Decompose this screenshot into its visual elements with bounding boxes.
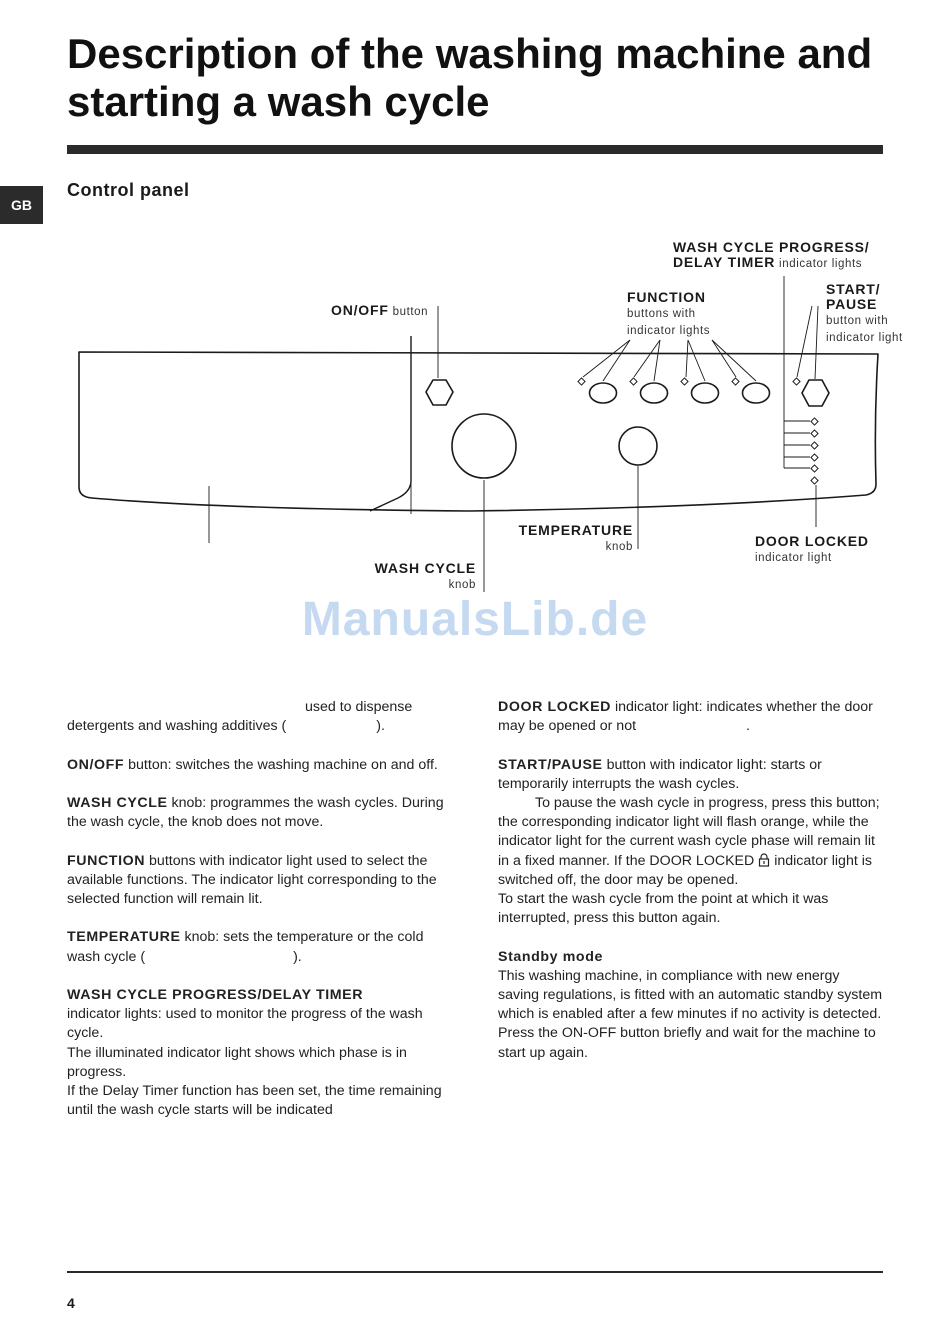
function-light-2 bbox=[630, 378, 637, 385]
leader-function-2a bbox=[634, 340, 660, 377]
leader-function-3b bbox=[688, 340, 705, 381]
control-panel-diagram bbox=[0, 0, 950, 600]
drawer-description: used to dispense detergents and washing additives ( ). bbox=[67, 699, 413, 735]
leader-function-3a bbox=[686, 340, 688, 377]
left-column bbox=[67, 698, 452, 1140]
progress-light-4 bbox=[811, 454, 818, 461]
onoff-description: ON/OFF button: switches the washing machine on and off. bbox=[67, 756, 438, 773]
door-locked-description: DOOR LOCKED indicator light: indicates whether the door may be opened or not . bbox=[498, 699, 873, 735]
start-pause-light bbox=[793, 378, 800, 385]
leader-start-light bbox=[797, 306, 812, 377]
wash-cycle-knob-shape bbox=[452, 414, 516, 478]
leader-function-1a bbox=[583, 340, 630, 377]
temperature-knob-shape bbox=[619, 427, 657, 465]
callout-wash-cycle: WASH CYCLE knob bbox=[374, 560, 476, 591]
progress-light-1 bbox=[811, 418, 818, 425]
leader-function-4b bbox=[712, 340, 756, 381]
temperature-description: TEMPERATURE knob: sets the temperature or the cold wash cycle ( ). bbox=[67, 929, 424, 965]
onoff-button-shape bbox=[426, 380, 453, 405]
function-description: FUNCTION buttons with indicator light used to select the available functions. The indicator light corresponding to the selected function will remain lit. bbox=[67, 852, 437, 907]
function-light-4 bbox=[732, 378, 739, 385]
progress-light-3 bbox=[811, 442, 818, 449]
right-column bbox=[498, 698, 883, 1063]
watermark: ManualsLib.de bbox=[301, 593, 649, 646]
footer-divider bbox=[67, 1271, 883, 1273]
page-number: 4 bbox=[67, 1295, 75, 1311]
page-title: Description of the washing machine and starting a wash cycle bbox=[67, 30, 873, 125]
leader-function-1b bbox=[603, 340, 630, 381]
start-pause-description: START/PAUSE button with indicator light: starts or temporarily interrupts the wash cycles. To pause the wash cycle in progress, press this button; the corresponding indicator light will flash orange, while the indicator light for the current wash cycle phase will remain lit in a fixed manner. If the DOOR LOCKED indicator light is switched off, the door may be opened. To start the wash cycle from the point at which it was interrupted, press this button again. bbox=[498, 756, 880, 927]
callout-door-locked: DOOR LOCKED indicator light bbox=[755, 533, 869, 564]
callout-progress: WASH CYCLE PROGRESS/ DELAY TIMER indicator lights bbox=[673, 239, 870, 270]
function-light-3 bbox=[681, 378, 688, 385]
progress-light-2 bbox=[811, 430, 818, 437]
leader-function-2b bbox=[654, 340, 660, 381]
callout-function: FUNCTION buttons with indicator lights bbox=[627, 289, 711, 337]
progress-description: WASH CYCLE PROGRESS/DELAY TIMER indicator lights: used to monitor the progress of the wash cycle. The illuminated indicator light shows which phase is in progress. If the Delay Timer function has been set, the time remaining until the wash cycle starts will be indicated bbox=[67, 986, 442, 1119]
lock-icon bbox=[758, 853, 770, 867]
door-locked-light bbox=[811, 477, 818, 484]
callout-temperature: TEMPERATURE knob bbox=[518, 522, 633, 553]
panel-outline bbox=[79, 352, 878, 511]
function-button-1-shape bbox=[590, 383, 617, 403]
function-button-3-shape bbox=[692, 383, 719, 403]
drawer-divider bbox=[370, 336, 411, 511]
function-button-2-shape bbox=[641, 383, 668, 403]
callout-onoff: ON/OFF button bbox=[331, 302, 429, 318]
standby-heading: Standby mode bbox=[498, 948, 603, 965]
function-light-1 bbox=[578, 378, 585, 385]
leader-start-button bbox=[815, 306, 818, 379]
callout-start-pause: START/ PAUSE button with indicator light bbox=[826, 281, 903, 344]
start-pause-button-shape bbox=[802, 380, 829, 406]
standby-description: Standby mode This washing machine, in compliance with new energy saving regulations, is fitted with an automatic standby system which is enabled after a few minutes if no activity is detected. Press the ON-OFF button briefly and wait for the machine to start up again. bbox=[498, 948, 883, 1061]
function-button-4-shape bbox=[743, 383, 770, 403]
wash-cycle-description: WASH CYCLE knob: programmes the wash cycles. During the wash cycle, the knob does not move. bbox=[67, 794, 444, 831]
language-tab: GB bbox=[0, 186, 43, 224]
progress-light-5 bbox=[811, 465, 818, 472]
section-heading-control-panel: Control panel bbox=[67, 180, 190, 200]
